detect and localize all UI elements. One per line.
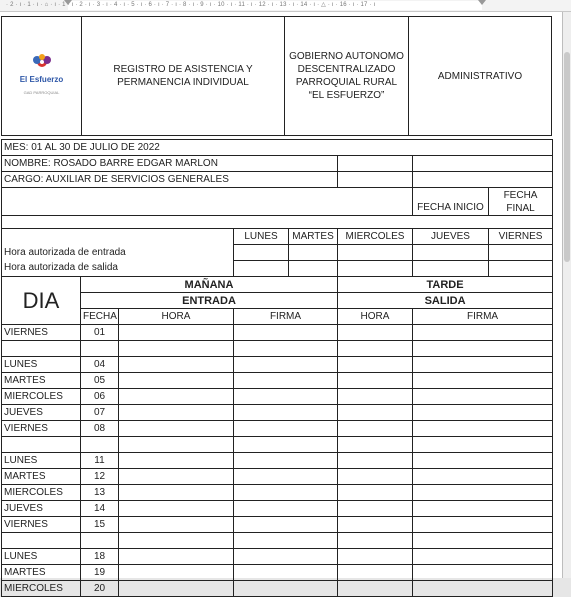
afternoon-signature-cell[interactable] xyxy=(413,421,553,437)
scrollbar-thumb[interactable] xyxy=(564,52,570,262)
table-row xyxy=(2,437,553,453)
schedule-day-lunes: LUNES xyxy=(234,229,289,245)
morning-time-cell[interactable] xyxy=(119,357,234,373)
table-row xyxy=(2,533,553,549)
afternoon-signature-cell[interactable] xyxy=(413,501,553,517)
morning-time-cell[interactable] xyxy=(119,405,234,421)
day-name-cell: MARTES xyxy=(2,469,81,485)
afternoon-signature-cell[interactable] xyxy=(413,549,553,565)
entry-header: ENTRADA xyxy=(81,293,338,309)
date-cell: 14 xyxy=(81,501,119,517)
form-title: REGISTRO DE ASISTENCIA Y PERMANENCIA INDIVIDUAL xyxy=(82,17,285,136)
table-row xyxy=(2,501,553,517)
morning-time-cell[interactable] xyxy=(119,373,234,389)
table-row xyxy=(2,389,553,405)
end-date-label: FECHA FINAL xyxy=(489,188,553,216)
morning-signature-cell[interactable] xyxy=(234,549,338,565)
header-table xyxy=(1,16,552,136)
date-cell: 05 xyxy=(81,373,119,389)
morning-time-cell[interactable] xyxy=(119,485,234,501)
afternoon-time-cell[interactable] xyxy=(338,341,413,357)
morning-time-cell[interactable] xyxy=(119,549,234,565)
schedule-day-jueves: JUEVES xyxy=(413,229,489,245)
afternoon-signature-cell[interactable] xyxy=(413,517,553,533)
morning-time-cell[interactable] xyxy=(119,581,234,597)
date-cell: 07 xyxy=(81,405,119,421)
day-name-cell: LUNES xyxy=(2,357,81,373)
day-name-cell: JUEVES xyxy=(2,405,81,421)
morning-signature-cell[interactable] xyxy=(234,389,338,405)
afternoon-time-cell[interactable] xyxy=(338,437,413,453)
table-row xyxy=(2,357,553,373)
day-name-cell: JUEVES xyxy=(2,501,81,517)
table-row xyxy=(2,325,553,341)
hora-column-header: HORA xyxy=(119,309,234,325)
date-cell: 04 xyxy=(81,357,119,373)
day-name-cell xyxy=(2,437,81,453)
date-range-row xyxy=(2,188,553,216)
afternoon-signature-cell[interactable] xyxy=(413,533,553,549)
date-cell: 15 xyxy=(81,517,119,533)
right-indent-marker[interactable] xyxy=(478,0,486,5)
entry-exit-header-row xyxy=(2,293,553,309)
morning-signature-cell[interactable] xyxy=(234,437,338,453)
date-cell: 19 xyxy=(81,565,119,581)
authorized-exit-label: Hora autorizada de salida xyxy=(2,261,234,277)
morning-signature-cell[interactable] xyxy=(234,453,338,469)
schedule-day-martes: MARTES xyxy=(289,229,338,245)
day-name-cell: LUNES xyxy=(2,549,81,565)
month-field[interactable]: MES: 01 AL 30 DE JULIO DE 2022 xyxy=(2,140,553,156)
afternoon-time-cell[interactable] xyxy=(338,565,413,581)
day-name-cell: VIERNES xyxy=(2,421,81,437)
department-name: ADMINISTRATIVO xyxy=(409,17,552,136)
morning-signature-cell[interactable] xyxy=(234,517,338,533)
firma-tarde-column-header: FIRMA xyxy=(413,309,553,325)
day-name-cell xyxy=(2,341,81,357)
date-cell: 20 xyxy=(81,581,119,597)
logo-cell xyxy=(2,17,82,136)
table-row xyxy=(2,373,553,389)
morning-signature-cell[interactable] xyxy=(234,325,338,341)
afternoon-signature-cell[interactable] xyxy=(413,469,553,485)
afternoon-time-cell[interactable] xyxy=(338,357,413,373)
firma-column-header: FIRMA xyxy=(234,309,338,325)
date-cell: 01 xyxy=(81,325,119,341)
logo-subtext: GAD PARROQUIAL xyxy=(23,90,60,95)
afternoon-time-cell[interactable] xyxy=(338,373,413,389)
institution-name: GOBIERNO AUTONOMO DESCENTRALIZADO PARROQUIAL RURAL “EL ESFUERZO” xyxy=(285,17,409,136)
info-row-cargo xyxy=(2,172,553,188)
afternoon-time-cell[interactable] xyxy=(338,549,413,565)
morning-signature-cell[interactable] xyxy=(234,405,338,421)
date-cell: 06 xyxy=(81,389,119,405)
morning-time-cell[interactable] xyxy=(119,437,234,453)
morning-time-cell[interactable] xyxy=(119,325,234,341)
afternoon-time-cell[interactable] xyxy=(338,501,413,517)
period-header-row xyxy=(2,277,553,293)
morning-signature-cell[interactable] xyxy=(234,501,338,517)
afternoon-time-cell[interactable] xyxy=(338,325,413,341)
table-row xyxy=(2,549,553,565)
position-field[interactable]: CARGO: AUXILIAR DE SERVICIOS GENERALES xyxy=(2,172,338,188)
vertical-scrollbar[interactable] xyxy=(563,12,571,578)
table-row xyxy=(2,485,553,501)
afternoon-signature-cell[interactable] xyxy=(413,373,553,389)
afternoon-signature-cell[interactable] xyxy=(413,485,553,501)
morning-signature-cell[interactable] xyxy=(234,485,338,501)
horizontal-ruler[interactable] xyxy=(0,0,571,12)
morning-signature-cell[interactable] xyxy=(234,565,338,581)
morning-signature-cell[interactable] xyxy=(234,469,338,485)
morning-signature-cell[interactable] xyxy=(234,341,338,357)
flower-logo-icon xyxy=(31,53,53,71)
morning-signature-cell[interactable] xyxy=(234,533,338,549)
column-header-row xyxy=(2,309,553,325)
morning-signature-cell[interactable] xyxy=(234,357,338,373)
morning-time-cell[interactable] xyxy=(119,533,234,549)
date-cell xyxy=(81,341,119,357)
table-row xyxy=(2,581,553,597)
day-name-cell: MARTES xyxy=(2,565,81,581)
start-date-label: FECHA INICIO xyxy=(413,188,489,216)
schedule-day-viernes: VIERNES xyxy=(489,229,553,245)
day-name-cell: MARTES xyxy=(2,373,81,389)
document-page[interactable] xyxy=(0,12,563,594)
schedule-day-miercoles: MIERCOLES xyxy=(338,229,413,245)
morning-time-cell[interactable] xyxy=(119,469,234,485)
afternoon-time-cell[interactable] xyxy=(338,389,413,405)
table-row xyxy=(2,453,553,469)
afternoon-signature-cell[interactable] xyxy=(413,405,553,421)
schedule-days-row xyxy=(2,229,553,245)
morning-signature-cell[interactable] xyxy=(234,421,338,437)
morning-time-cell[interactable] xyxy=(119,341,234,357)
info-row-nombre xyxy=(2,156,553,172)
date-cell: 11 xyxy=(81,453,119,469)
day-rows xyxy=(2,325,553,597)
date-cell xyxy=(81,437,119,453)
date-cell: 18 xyxy=(81,549,119,565)
afternoon-signature-cell[interactable] xyxy=(413,581,553,597)
afternoon-time-cell[interactable] xyxy=(338,581,413,597)
afternoon-signature-cell[interactable] xyxy=(413,357,553,373)
fecha-column-header: FECHA xyxy=(81,309,119,325)
day-name-cell: MIERCOLES xyxy=(2,485,81,501)
afternoon-signature-cell[interactable] xyxy=(413,389,553,405)
morning-time-cell[interactable] xyxy=(119,453,234,469)
day-name-cell xyxy=(2,533,81,549)
hora-tarde-column-header: HORA xyxy=(338,309,413,325)
exit-header: SALIDA xyxy=(338,293,553,309)
afternoon-time-cell[interactable] xyxy=(338,533,413,549)
date-cell: 08 xyxy=(81,421,119,437)
authorized-entry-row xyxy=(2,245,553,261)
table-row xyxy=(2,341,553,357)
afternoon-header: TARDE xyxy=(338,277,553,293)
afternoon-time-cell[interactable] xyxy=(338,517,413,533)
afternoon-signature-cell[interactable] xyxy=(413,341,553,357)
logo-text: El Esfuerzo xyxy=(19,75,64,84)
date-cell: 13 xyxy=(81,485,119,501)
morning-header: MAÑANA xyxy=(81,277,338,293)
day-name-cell: MIERCOLES xyxy=(2,389,81,405)
afternoon-signature-cell[interactable] xyxy=(413,325,553,341)
logo xyxy=(5,53,78,99)
date-cell xyxy=(81,533,119,549)
afternoon-time-cell[interactable] xyxy=(338,405,413,421)
day-name-cell: VIERNES xyxy=(2,325,81,341)
dia-header: DIA xyxy=(2,277,81,325)
morning-time-cell[interactable] xyxy=(119,389,234,405)
table-row xyxy=(2,565,553,581)
day-name-cell: LUNES xyxy=(2,453,81,469)
morning-time-cell[interactable] xyxy=(119,517,234,533)
morning-signature-cell[interactable] xyxy=(234,581,338,597)
afternoon-signature-cell[interactable] xyxy=(413,453,553,469)
attendance-table xyxy=(1,139,553,597)
afternoon-time-cell[interactable] xyxy=(338,421,413,437)
day-name-cell: VIERNES xyxy=(2,517,81,533)
morning-time-cell[interactable] xyxy=(119,421,234,437)
name-field[interactable]: NOMBRE: ROSADO BARRE EDGAR MARLON xyxy=(2,156,338,172)
info-row-mes xyxy=(2,140,553,156)
ruler-marks: · 2 · ı · 1 · ı · ⌂ · ı · 1 · ı · 2 · ı · 3 · ı · 4 · ı · 5 · ı · 6 · ı · 7 · ı · 8 · ı · 9 · ı · 10 · ı · 11 · ı · 12 · ı · 13 · ı · 14 · ı · △ · ı · 16 · ı · 17 · ı xyxy=(6,2,376,8)
table-row xyxy=(2,469,553,485)
afternoon-time-cell[interactable] xyxy=(338,453,413,469)
morning-time-cell[interactable] xyxy=(119,565,234,581)
afternoon-time-cell[interactable] xyxy=(338,485,413,501)
table-row xyxy=(2,421,553,437)
date-cell: 12 xyxy=(81,469,119,485)
authorized-exit-row xyxy=(2,261,553,277)
morning-signature-cell[interactable] xyxy=(234,373,338,389)
afternoon-signature-cell[interactable] xyxy=(413,565,553,581)
morning-time-cell[interactable] xyxy=(119,501,234,517)
authorized-entry-label: Hora autorizada de entrada xyxy=(2,245,234,261)
table-row xyxy=(2,517,553,533)
afternoon-signature-cell[interactable] xyxy=(413,437,553,453)
day-name-cell: MIERCOLES xyxy=(2,581,81,597)
left-indent-marker[interactable] xyxy=(64,0,72,5)
table-row xyxy=(2,405,553,421)
afternoon-time-cell[interactable] xyxy=(338,469,413,485)
